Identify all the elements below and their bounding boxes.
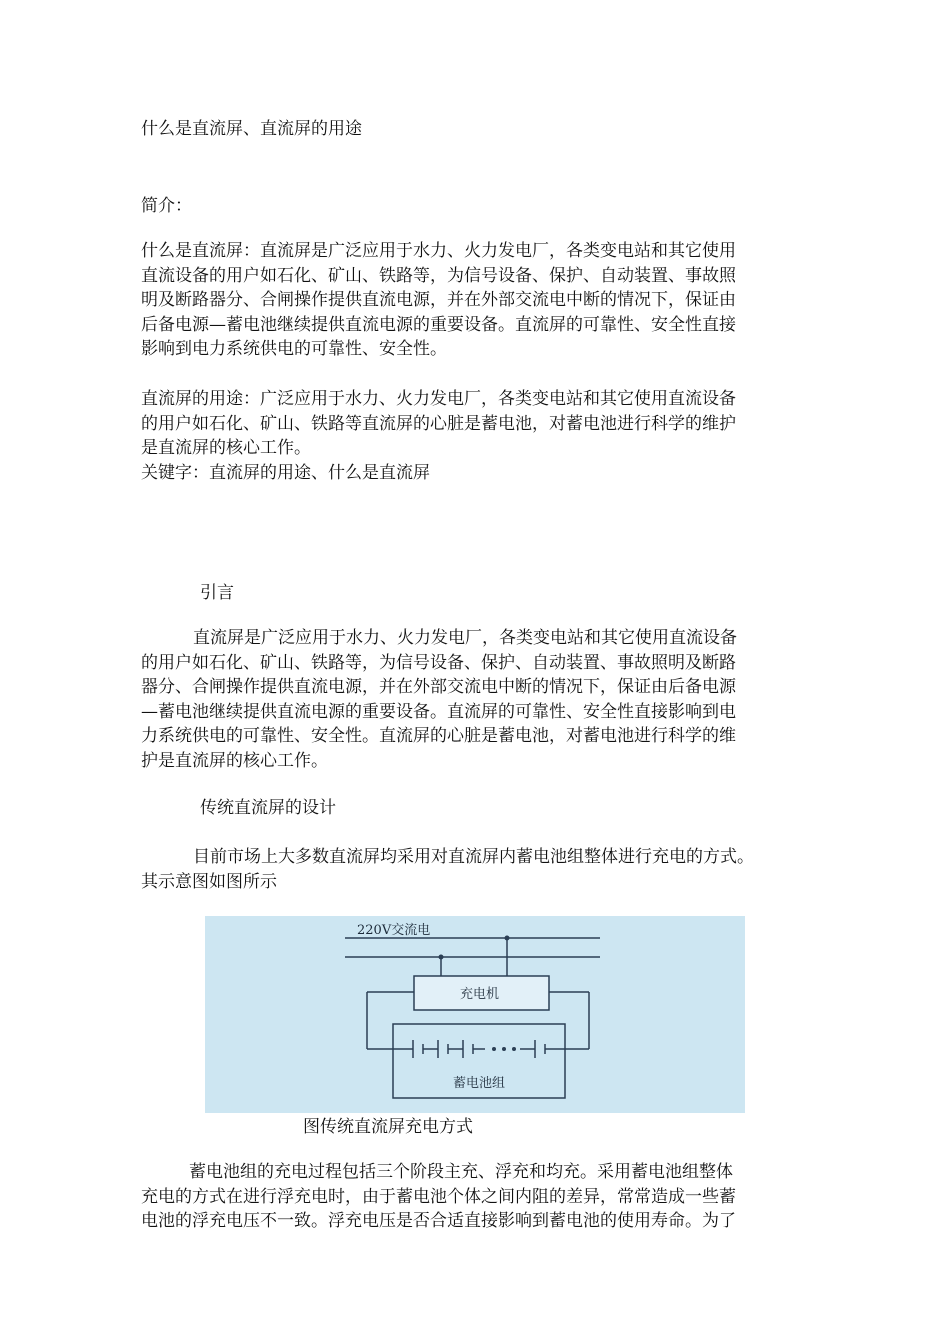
intro-heading: 简介： bbox=[141, 196, 192, 216]
paragraph-line: 充电的方式在进行浮充电时，由于蓄电池个体之间内阻的差异，常常造成一些蓄 bbox=[141, 1186, 736, 1207]
paragraph-line: 是直流屏的核心工作。 bbox=[141, 438, 311, 459]
design-paragraph bbox=[141, 845, 816, 894]
charger-label: 充电机 bbox=[460, 987, 500, 1002]
preface-heading: 引言 bbox=[200, 583, 234, 603]
paragraph-line: 力系统供电的可靠性、安全性。直流屏的心脏是蓄电池，对蓄电池进行科学的维 bbox=[141, 726, 736, 747]
charging-paragraph bbox=[141, 1160, 816, 1234]
paragraph-line: 直流屏是广泛应用于水力、火力发电厂，各类变电站和其它使用直流设备 bbox=[193, 628, 737, 648]
paragraph-line: 的用户如石化、矿山、铁路等直流屏的心脏是蓄电池，对蓄电池进行科学的维护 bbox=[141, 413, 736, 434]
charging-diagram bbox=[205, 916, 745, 1113]
paragraph-line: 其示意图如图所示 bbox=[141, 871, 277, 892]
paragraph-line: 电池的浮充电压不一致。浮充电压是否合适直接影响到蓄电池的使用寿命。为了 bbox=[141, 1211, 736, 1232]
paragraph-line: 的用户如石化、矿山、铁路等，为信号设备、保护、自动装置、事故照明及断路 bbox=[141, 652, 736, 673]
battery-label: 蓄电池组 bbox=[453, 1076, 506, 1091]
figure-caption: 图传统直流屏充电方式 bbox=[303, 1117, 473, 1137]
paragraph-line: 护是直流屏的核心工作。 bbox=[141, 750, 328, 771]
preface-paragraph bbox=[141, 626, 816, 774]
what-is-paragraph bbox=[141, 239, 816, 362]
paragraph-line: 器分、合闸操作提供直流电源，并在外部交流电中断的情况下，保证由后备电源 bbox=[141, 677, 736, 698]
keywords-line: 关键字：直流屏的用途、什么是直流屏 bbox=[141, 463, 430, 483]
paragraph-line: 直流设备的用户如石化、矿山、铁路等，为信号设备、保护、自动装置、事故照 bbox=[141, 265, 736, 286]
ac-label: 220V交流电 bbox=[357, 923, 431, 938]
usage-paragraph bbox=[141, 387, 816, 461]
paragraph-line: 什么是直流屏：直流屏是广泛应用于水力、火力发电厂，各类变电站和其它使用 bbox=[141, 241, 736, 261]
paragraph-line: 直流屏的用途：广泛应用于水力、火力发电厂，各类变电站和其它使用直流设备 bbox=[141, 389, 736, 409]
paragraph-line: 蓄电池组的充电过程包括三个阶段主充、浮充和均充。采用蓄电池组整体 bbox=[189, 1162, 733, 1182]
paragraph-line: —蓄电池继续提供直流电源的重要设备。直流屏的可靠性、安全性直接影响到电 bbox=[141, 701, 736, 722]
paragraph-line: 明及断路器分、合闸操作提供直流电源，并在外部交流电中断的情况下，保证由 bbox=[141, 290, 736, 311]
design-heading: 传统直流屏的设计 bbox=[200, 798, 336, 818]
paragraph-line: 后备电源—蓄电池继续提供直流电源的重要设备。直流屏的可靠性、安全性直接 bbox=[141, 314, 736, 335]
paragraph-line: 目前市场上大多数直流屏均采用对直流屏内蓄电池组整体进行充电的方式。 bbox=[193, 847, 754, 867]
diagram-svg bbox=[205, 916, 745, 1113]
document-title: 什么是直流屏、直流屏的用途 bbox=[141, 119, 362, 139]
paragraph-line: 影响到电力系统供电的可靠性、安全性。 bbox=[141, 339, 447, 360]
